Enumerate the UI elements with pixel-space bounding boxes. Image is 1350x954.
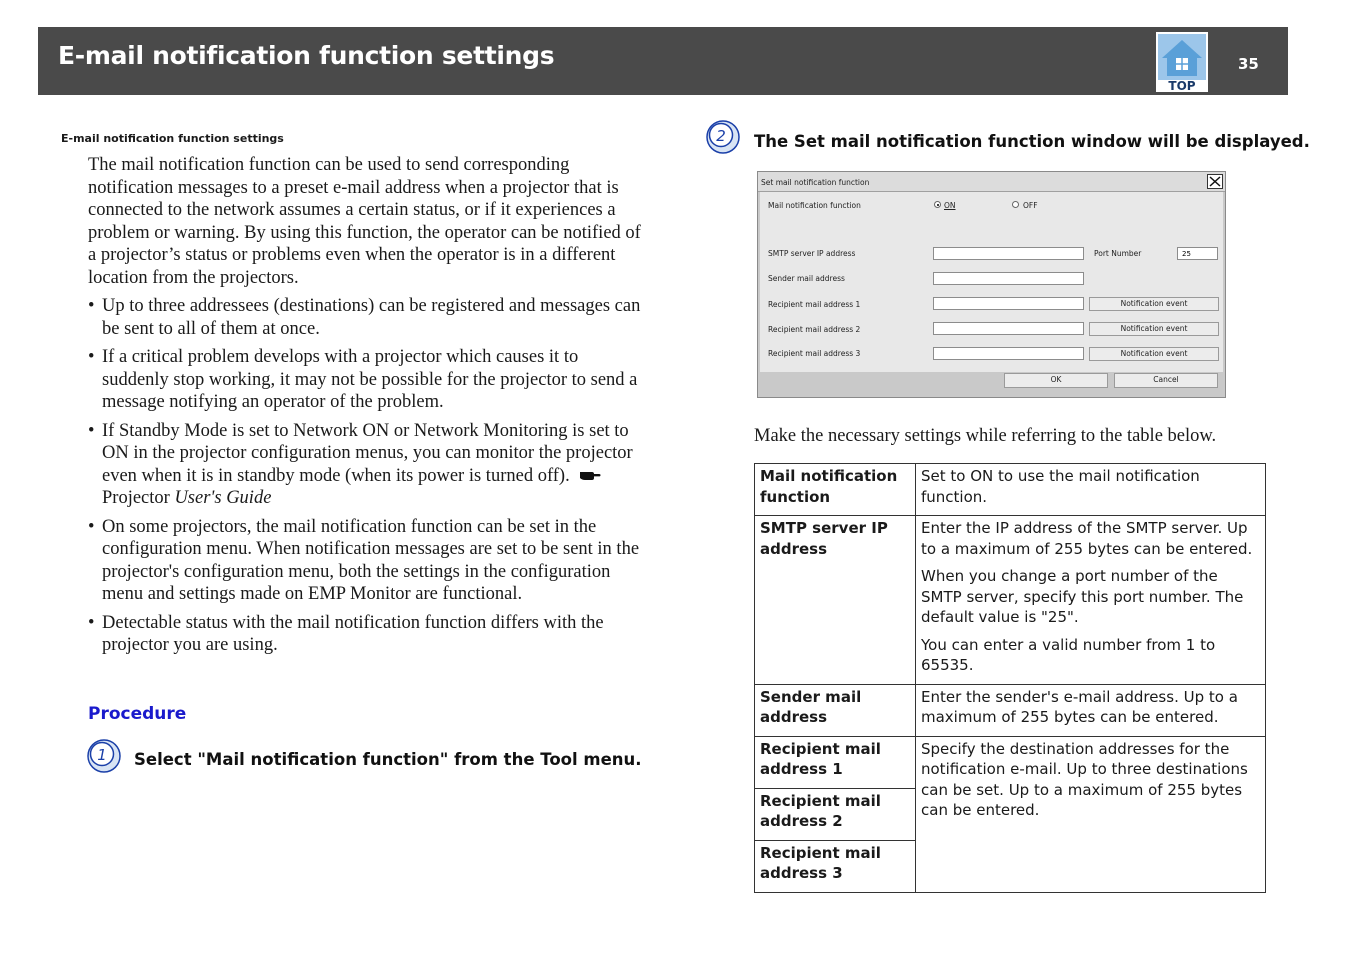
guide-ref-link[interactable]: User's Guide	[174, 488, 272, 508]
top-button[interactable]	[1156, 32, 1208, 92]
procedure-heading: Procedure	[88, 704, 187, 724]
list-item: • Detectable status with the mail notification function differs with the projector you are using.	[88, 612, 604, 655]
row-header: SMTP server IP address	[755, 516, 916, 685]
row-header: Mail notification function	[755, 464, 916, 516]
recipient-3-input[interactable]	[933, 347, 1084, 360]
bullet-text: Detectable status with the mail notification function differs with the projector you are using.	[102, 612, 604, 655]
close-button[interactable]	[1207, 174, 1223, 189]
desc-text: You can enter a valid number from 1 to 65535.	[921, 635, 1216, 674]
step-1-text: Select "Mail notification function" from the Tool menu.	[134, 750, 642, 769]
hand-pointer-icon	[574, 466, 601, 486]
row-desc	[916, 516, 1266, 685]
settings-table	[754, 463, 1266, 893]
table-row	[755, 464, 1266, 516]
recipient-1-input[interactable]	[933, 297, 1084, 310]
radio-off[interactable]	[1012, 201, 1019, 208]
radio-on[interactable]	[934, 201, 941, 208]
table-row	[755, 736, 1266, 788]
row-desc	[916, 736, 1266, 892]
notification-event-button-1[interactable]: Notification event	[1089, 297, 1219, 311]
close-icon	[1208, 175, 1222, 188]
notification-event-button-2[interactable]: Notification event	[1089, 322, 1219, 336]
bullet-text: Up to three addressees (destinations) can be registered and messages can be sent to all of them at once.	[102, 296, 641, 339]
left-column	[88, 154, 644, 663]
table-intro: Make the necessary settings while referring to the table below.	[754, 426, 1217, 446]
step-number: 2	[716, 127, 726, 145]
section-label: E-mail notification function settings	[61, 132, 284, 145]
dialog-title: Set mail notification function	[761, 178, 870, 187]
ok-button[interactable]: OK	[1004, 373, 1108, 388]
row-header: Recipient mail address 3	[755, 840, 916, 892]
table-row	[755, 684, 1266, 736]
page-number: 35	[1238, 55, 1259, 73]
step-number-icon	[86, 738, 122, 774]
port-number-label: Port Number	[1094, 249, 1142, 258]
recipient-2-input[interactable]	[933, 322, 1084, 335]
sender-label: Sender mail address	[768, 274, 845, 283]
dialog-titlebar	[758, 172, 1225, 192]
row-header: Recipient mail address 1	[755, 736, 916, 788]
step-number-icon	[705, 119, 741, 155]
bullet-text: If a critical problem develops with a projector which causes it to suddenly stop working, it may not be possible for the projector to send a message notifying an operator of the problem.	[102, 347, 638, 412]
mail-notification-dialog	[757, 171, 1226, 398]
list-item: • If a critical problem develops with a projector which causes it to suddenly stop working, it may not be possible for the projector to send a message notifying an operator of the problem.	[88, 347, 638, 412]
sender-address-input[interactable]	[933, 272, 1084, 285]
page-title: E-mail notification function settings	[58, 41, 555, 70]
step-2-text: The Set mail notification function window will be displayed.	[754, 132, 1310, 151]
top-home-icon	[1156, 32, 1208, 92]
desc-text: Enter the sender's e-mail address. Up to a maximum of 255 bytes can be entered.	[921, 687, 1238, 726]
row-desc	[916, 684, 1266, 736]
port-number-input[interactable]	[1177, 247, 1218, 260]
table-row	[755, 516, 1266, 685]
desc-text: Set to ON to use the mail notification function.	[921, 467, 1200, 506]
top-label: TOP	[1168, 79, 1196, 92]
cancel-button[interactable]: Cancel	[1114, 373, 1218, 388]
radio-on-label: ON	[944, 201, 956, 210]
list-item: • On some projectors, the mail notification function can be set in the configuration menu. When notification messages are set to be sent in the projector's configuration menu, both the settings in the configuration menu and settings made on EMP Monitor are functional.	[88, 516, 640, 604]
list-item: • Up to three addressees (destinations) can be registered and messages can be sent to all of them at once.	[88, 296, 641, 339]
list-item: • If Standby Mode is set to Network ON or Network Monitoring is set to ON in the projector configuration menus, you can monitor the projector even when it is in standby mode (when its power is turned off). Projector User's Guide	[88, 420, 633, 508]
bullet-text: On some projectors, the mail notification function can be set in the configuration menu. When notification messages are set to be sent in the projector's configuration menu, both the settings in the configuration menu and settings made on EMP Monitor are functional.	[102, 516, 640, 604]
dialog-body	[760, 192, 1223, 372]
recipient-3-label: Recipient mail address 3	[768, 349, 861, 358]
desc-text: Specify the destination addresses for the notification e-mail. Up to three destinations can be set. Up to a maximum of 255 bytes can be entered.	[921, 739, 1248, 819]
bullet-list	[88, 295, 644, 657]
row-header: Sender mail address	[755, 684, 916, 736]
smtp-label: SMTP server IP address	[768, 249, 856, 258]
header-bar	[38, 27, 1288, 95]
bullet-text: If Standby Mode is set to Network ON or Network Monitoring is set to ON in the projector configuration menus, you can monitor the projector even when it is in standby mode (when its power is turned off).	[102, 420, 633, 486]
row-desc	[916, 464, 1266, 516]
desc-text: When you change a port number of the SMTP server, specify this port number. The default value is "25".	[921, 567, 1244, 626]
recipient-1-label: Recipient mail address 1	[768, 300, 861, 309]
smtp-server-input[interactable]	[933, 247, 1084, 260]
mail-notification-label: Mail notification function	[768, 201, 861, 210]
notification-event-button-3[interactable]: Notification event	[1089, 347, 1219, 361]
guide-ref-prefix: Projector	[102, 488, 170, 508]
recipient-2-label: Recipient mail address 2	[768, 325, 861, 334]
desc-text: Enter the IP address of the SMTP server. Up to a maximum of 255 bytes can be entered.	[921, 519, 1253, 558]
step-number: 1	[97, 746, 107, 764]
row-header: Recipient mail address 2	[755, 788, 916, 840]
radio-off-label: OFF	[1023, 201, 1038, 210]
intro-paragraph: The mail notification function can be used to send corresponding notification messages to a preset e-mail address when a projector that is connected to the network assumes a certain status, or if it experiences a problem or warning. By using this function, the operator can be notified of a projector’s status or problems even when the operator is in a different location from the projectors.	[88, 155, 641, 288]
